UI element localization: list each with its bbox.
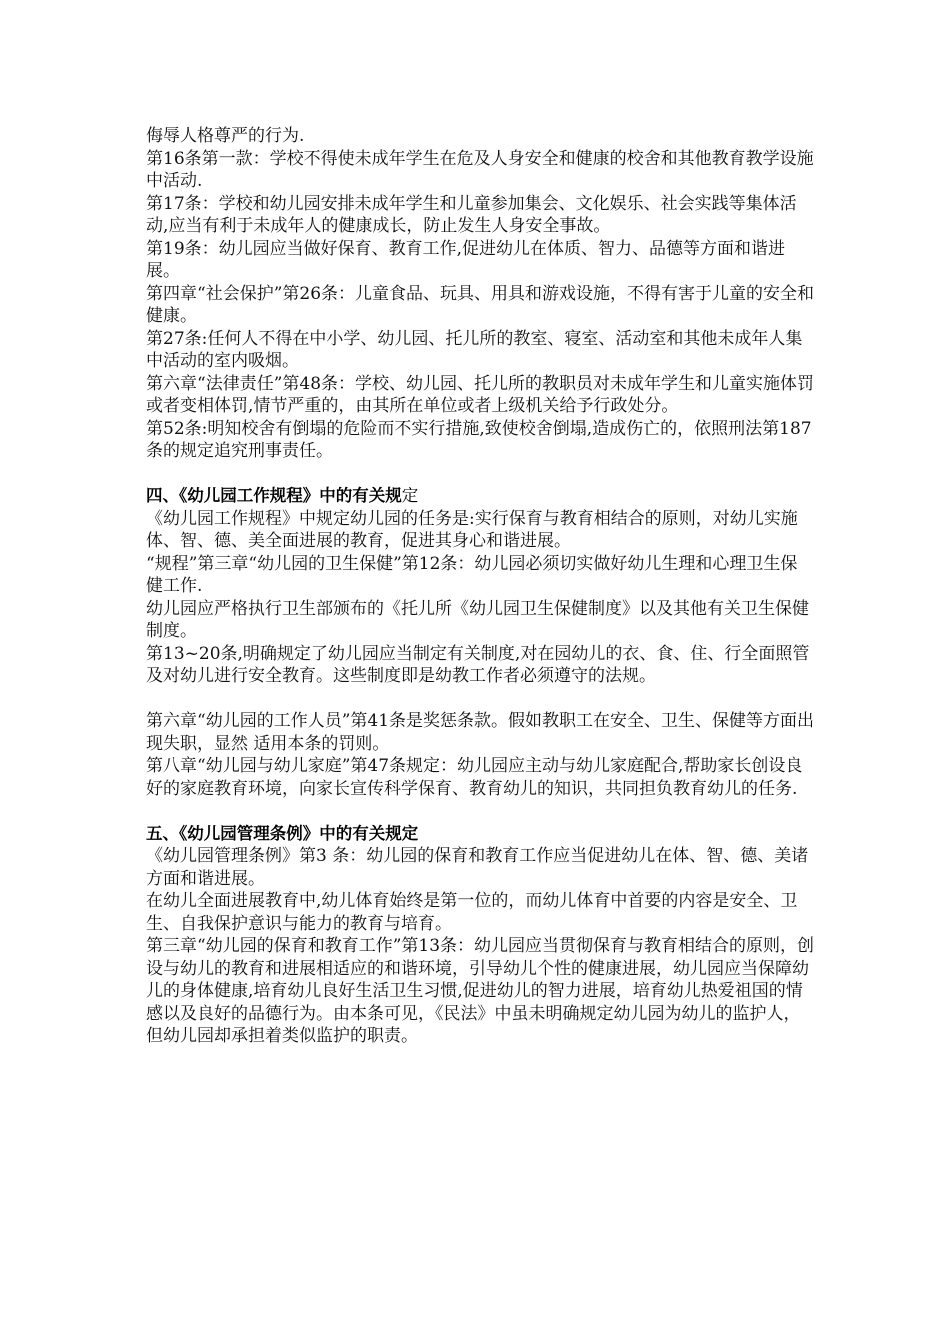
paragraph: 第52条:明知校舍有倒塌的危险而不实行措施,致使校舍倒塌,造成伤亡的，依照刑法第187条的规定追究刑事责任。 [146,418,812,461]
section-heading-4-bold: 四、《幼儿园工作规程》中的有关规 [146,486,402,505]
blank-line [146,463,814,486]
paragraph: 第六章“幼儿园的工作人员”第41条是奖惩条款。假如教职工在安全、卫生、保健等方面出现失职，显然 适用本条的罚则。 [146,711,815,754]
paragraph: 第三章“幼儿园的保育和教育工作”第13条：幼儿园应当贯彻保育与教育相结合的原则，创设与幼儿的教育和进展相适应的和谐环境，引导幼儿个性的健康进展，幼儿园应当保障幼儿的身体健康,培育幼儿良好生活卫生习惯,促进幼儿的智力进展，培育幼儿热爱祖国的情感以及良好的品德行为。由本条可见，《民法》中虽未明确规定幼儿园为幼儿的监护人，但幼儿园却承担着类似监护的职责。 [146,936,815,1046]
paragraph: 第八章“幼儿园与幼儿家庭”第47条规定：幼儿园应主动与幼儿家庭配合,帮助家长创设良好的家庭教育环境，向家长宣传科学保育、教育幼儿的知识，共同担负教育幼儿的任务. [146,756,803,799]
paragraph: “规程”第三章“幼儿园的卫生保健”第12条：幼儿园必须切实做好幼儿生理和心理卫生保健工作. [146,553,798,596]
blank-line [146,800,814,823]
paragraph: 第27条:任何人不得在中小学、幼儿园、托儿所的教室、寝室、活动室和其他未成年人集中活动的室内吸烟。 [146,328,803,371]
paragraph: 《幼儿园工作规程》中规定幼儿园的任务是:实行保育与教育相结合的原则，对幼儿实施体、智、德、美全面进展的教育，促进其身心和谐进展。 [146,508,798,551]
paragraph: 第19条：幼儿园应当做好保育、教育工作,促进幼儿在体质、智力、品德等方面和谐进展。 [146,238,786,281]
paragraph: 第13~20条,明确规定了幼儿园应当制定有关制度,对在园幼儿的衣、食、住、行全面照管及对幼儿进行安全教育。这些制度即是幼教工作者必须遵守的法规。 [146,643,810,686]
paragraph: 第六章“法律责任”第48条：学校、幼儿园、托儿所的教职员对未成年学生和儿童实施体罚或者变相体罚,情节严重的，由其所在单位或者上级机关给予行政处分。 [146,373,815,416]
paragraph: 第16条第一款：学校不得使未成年学生在危及人身安全和健康的校舍和其他教育教学设施中活动. [146,148,814,191]
document-body [146,125,814,1048]
section-heading-4 [146,485,814,508]
paragraph: 第四章“社会保护”第26条：儿童食品、玩具、用具和游戏设施，不得有害于儿童的安全和健康。 [146,283,815,326]
paragraph: 侮辱人格尊严的行为. [146,126,305,146]
paragraph: 《幼儿园管理条例》第3 条：幼儿园的保育和教育工作应当促进幼儿在体、智、德、美诸方面和谐进展。 [146,846,809,889]
section-heading-4-tail: 定 [401,486,419,505]
blank-line [146,688,814,711]
paragraph: 幼儿园应严格执行卫生部颁布的《托儿所《幼儿园卫生保健制度》以及其他有关卫生保健制度。 [146,598,809,641]
paragraph: 在幼儿全面进展教育中,幼儿体育始终是第一位的，而幼儿体育中首要的内容是安全、卫生、自我保护意识与能力的教育与培育。 [146,891,798,934]
section-heading-5: 五、《幼儿园管理条例》中的有关规定 [146,823,419,843]
paragraph: 第17条：学校和幼儿园安排未成年学生和儿童参加集会、文化娱乐、社会实践等集体活动,应当有利于未成年人的健康成长，防止发生人身安全事故。 [146,193,797,236]
